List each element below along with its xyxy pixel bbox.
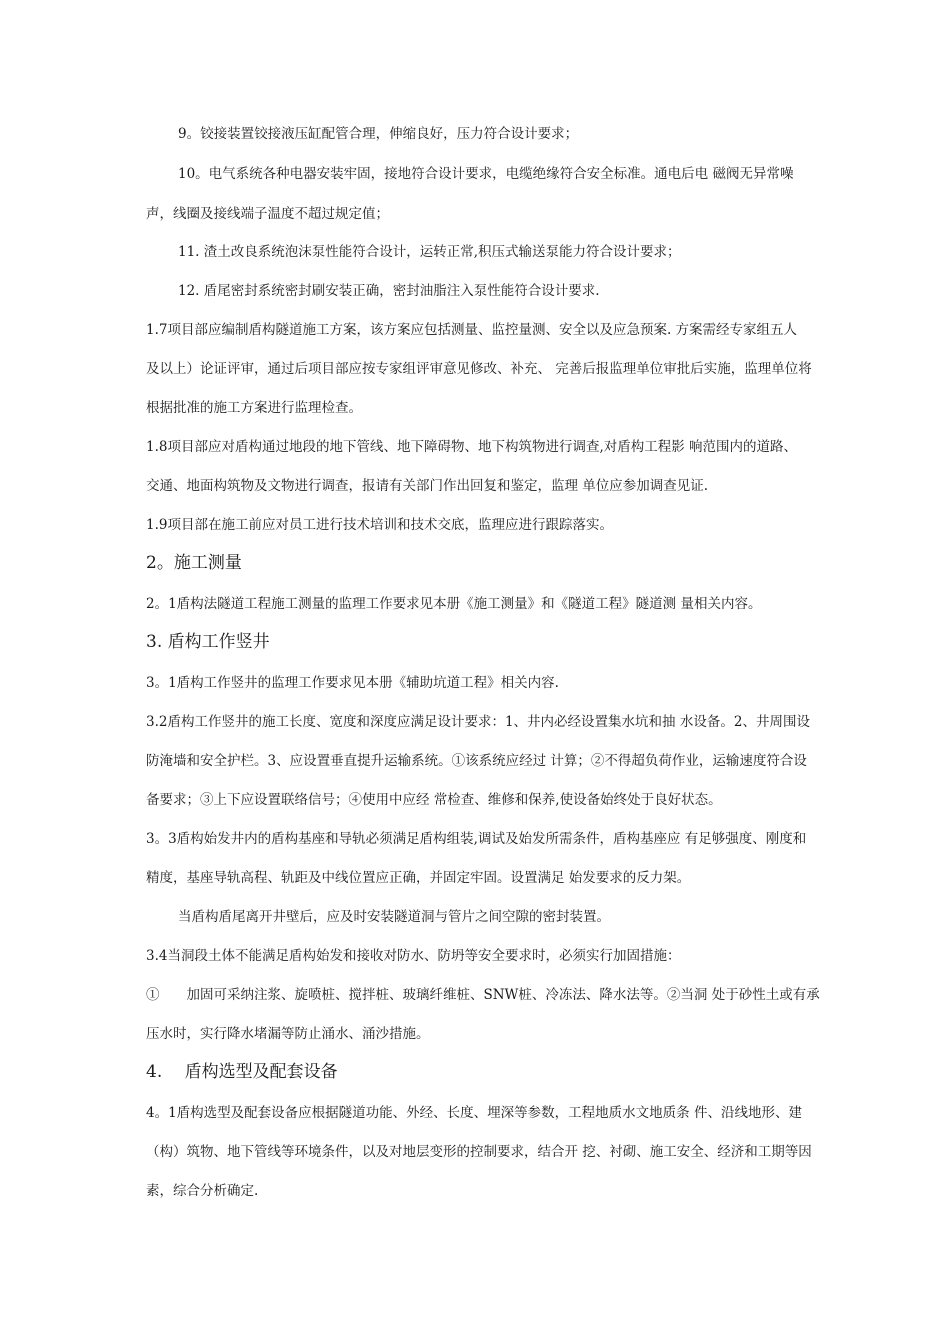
para-3-4-line-3: 压水时，实行降水堵漏等防止涌水、涌沙措施。 xyxy=(146,1026,430,1042)
para-1-7-line-1: 1.7项目部应编制盾构隧道施工方案，该方案应包括测量、监控量测、安全以及应急预案. 方案需经专家组五人 xyxy=(146,322,798,338)
para-3-1: 3。1盾构工作竖井的监理工作要求见本册《辅助坑道工程》相关内容. xyxy=(146,675,559,691)
item-10-line-2: 声，线圈及接线端子温度不超过规定值； xyxy=(146,206,389,222)
item-9: 9。铰接装置铰接液压缸配管合理，伸缩良好，压力符合设计要求； xyxy=(178,126,579,142)
para-3-3-line-3: 当盾构盾尾离开井壁后，应及时安装隧道洞与管片之间空隙的密封装置。 xyxy=(178,909,610,925)
para-3-4-line-1: 3.4当洞段土体不能满足盾构始发和接收对防水、防坍等安全要求时，必须实行加固措施： xyxy=(146,948,681,964)
heading-3: 3. 盾构工作竖井 xyxy=(146,632,270,652)
heading-2: 2。施工测量 xyxy=(146,553,242,573)
para-4-1-line-1: 4。1盾构选型及配套设备应根据隧道功能、外经、长度、埋深等参数，工程地质水文地质条 件、沿线地形、建 xyxy=(146,1105,802,1121)
para-3-2-line-2: 防淹墙和安全护栏。3、应设置垂直提升运输系统。①该系统应经过 计算；②不得超负荷作业，运输速度符合设 xyxy=(146,753,807,769)
para-3-3-line-1: 3。3盾构始发井内的盾构基座和导轨必须满足盾构组装,调试及始发所需条件，盾构基座应 有足够强度、刚度和 xyxy=(146,831,807,847)
para-4-1-line-2: （构）筑物、地下管线等环境条件，以及对地层变形的控制要求，结合开 挖、衬砌、施工安全、经济和工期等因 xyxy=(146,1144,812,1160)
para-1-7-line-2: 及以上）论证评审，通过后项目部应按专家组评审意见修改、补充、 完善后报监理单位审批后实施，监理单位将 xyxy=(146,361,812,377)
heading-4: 4. 盾构选型及配套设备 xyxy=(146,1062,338,1082)
para-1-8-line-1: 1.8项目部应对盾构通过地段的地下管线、地下障碍物、地下构筑物进行调查,对盾构工程影 响范围内的道路、 xyxy=(146,439,798,455)
para-3-2-line-3: 备要求；③上下应设置联络信号；④使用中应经 常检查、维修和保养,使设备始终处于良好状态。 xyxy=(146,792,722,808)
para-1-7-line-3: 根据批准的施工方案进行监理检查。 xyxy=(146,400,362,416)
item-10-line-1: 10。电气系统各种电器安装牢固，接地符合设计要求，电缆绝缘符合安全标准。通电后电 磁阀无异常噪 xyxy=(178,166,794,182)
para-2-1: 2。1盾构法隧道工程施工测量的监理工作要求见本册《施工测量》和《隧道工程》隧道测 量相关内容。 xyxy=(146,596,762,612)
para-1-9: 1.9项目部在施工前应对员工进行技术培训和技术交底，监理应进行跟踪落实。 xyxy=(146,517,613,533)
para-4-1-line-3: 素，综合分析确定. xyxy=(146,1183,259,1199)
item-11: 11. 渣土改良系统泡沫泵性能符合设计，运转正常,积压式输送泵能力符合设计要求； xyxy=(178,244,681,260)
item-12: 12. 盾尾密封系统密封刷安装正确，密封油脂注入泵性能符合设计要求. xyxy=(178,283,600,299)
para-3-3-line-2: 精度，基座导轨高程、轨距及中线位置应正确，并固定牢固。设置满足 始发要求的反力架。 xyxy=(146,870,691,886)
para-3-2-line-1: 3.2盾构工作竖井的施工长度、宽度和深度应满足设计要求：1、井内必经设置集水坑和抽 水设备。2、井周围设 xyxy=(146,714,810,730)
para-3-4-line-2: ① 加固可采纳注浆、旋喷桩、搅拌桩、玻璃纤维桩、SNW桩、冷冻法、降水法等。②当洞 处于砂性土或有承 xyxy=(146,987,820,1003)
para-1-8-line-2: 交通、地面构筑物及文物进行调查，报请有关部门作出回复和鉴定，监理 单位应参加调查见证. xyxy=(146,478,709,494)
